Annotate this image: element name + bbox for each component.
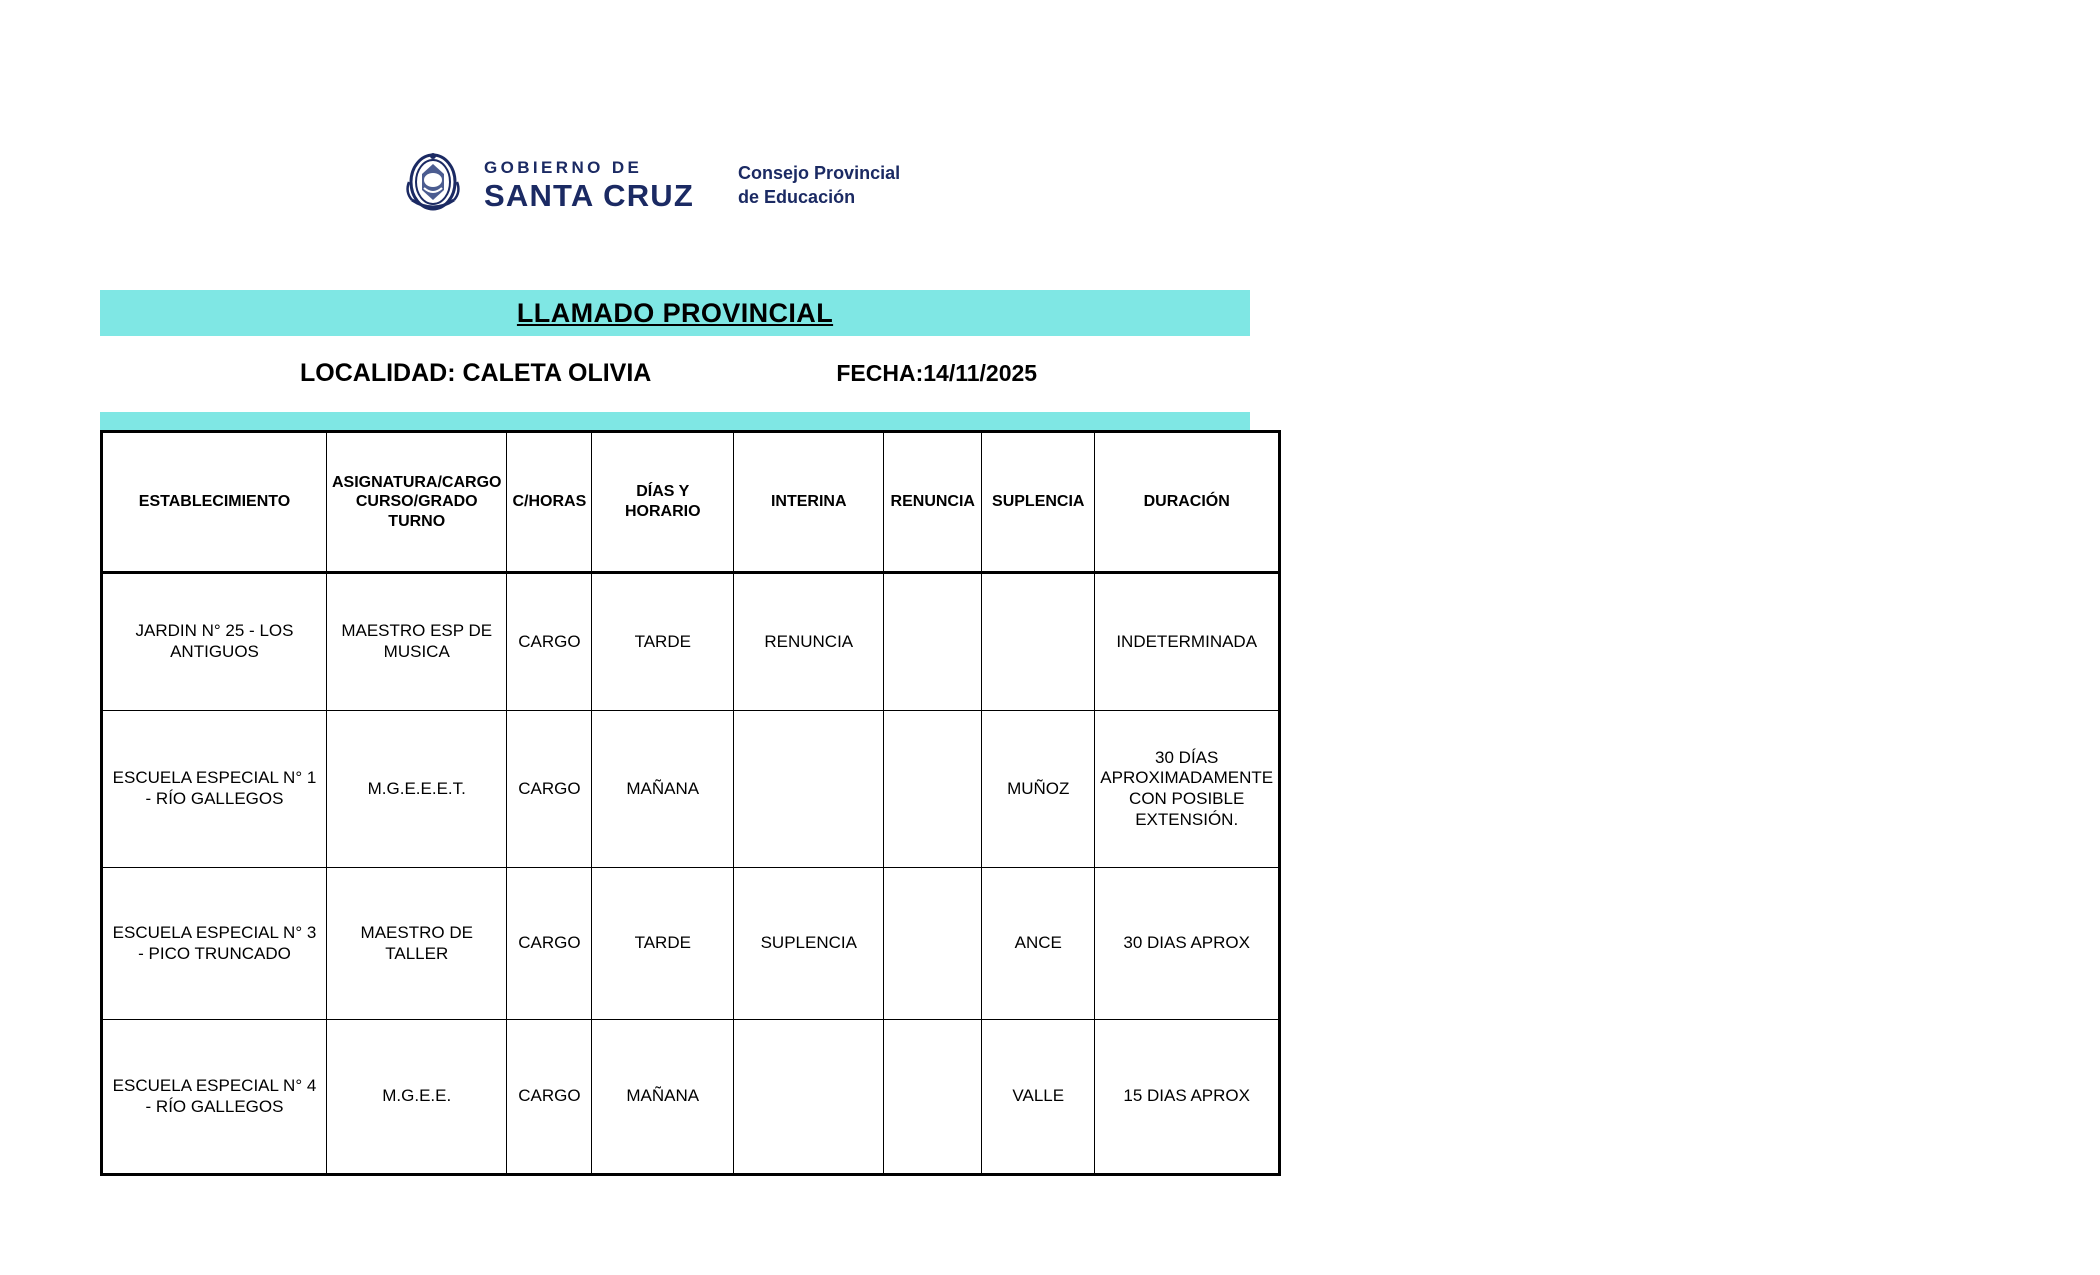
cell-dias-horario: MAÑANA	[592, 711, 734, 868]
cell-horas: CARGO	[507, 711, 592, 868]
cell-asignatura: MAESTRO ESP DE MUSICA	[327, 573, 507, 711]
cell-horas: CARGO	[507, 1020, 592, 1175]
cell-establecimiento: ESCUELA ESPECIAL N° 1 - RÍO GALLEGOS	[102, 711, 327, 868]
santa-cruz-crest-icon	[400, 148, 466, 222]
government-wordmark	[484, 159, 694, 211]
column-header-interina: INTERINA	[734, 432, 884, 573]
cell-suplencia: MUÑOZ	[982, 711, 1095, 868]
cell-dias-horario: TARDE	[592, 573, 734, 711]
page-title: LLAMADO PROVINCIAL	[516, 297, 834, 328]
council-wordmark	[738, 161, 900, 210]
cell-establecimiento: ESCUELA ESPECIAL N° 3 - PICO TRUNCADO	[102, 868, 327, 1020]
cell-renuncia	[884, 1020, 982, 1175]
subheader-row	[100, 352, 1250, 394]
column-header-renuncia: RENUNCIA	[884, 432, 982, 573]
cell-renuncia	[884, 868, 982, 1020]
cell-asignatura: M.G.E.E.	[327, 1020, 507, 1175]
cell-interina: SUPLENCIA	[734, 868, 884, 1020]
cell-duracion: 30 DÍAS APROXIMADAMENTE CON POSIBLE EXTENSIÓN.	[1095, 711, 1280, 868]
table-row	[102, 868, 1280, 1020]
column-header-dias-horario: DÍAS Y HORARIO	[592, 432, 734, 573]
cell-duracion: INDETERMINADA	[1095, 573, 1280, 711]
cell-suplencia: ANCE	[982, 868, 1095, 1020]
gov-line-2: SANTA CRUZ	[484, 178, 695, 213]
vacancies-table	[100, 430, 1281, 1176]
institutional-header	[400, 148, 900, 222]
document-title-bar	[100, 290, 1250, 336]
column-header-asignatura: ASIGNATURA/CARGO CURSO/GRADO TURNO	[327, 432, 507, 573]
table-row	[102, 711, 1280, 868]
cell-renuncia	[884, 711, 982, 868]
gov-line-1: GOBIERNO DE	[484, 158, 643, 177]
cell-interina	[734, 711, 884, 868]
accent-strip	[100, 412, 1250, 430]
cell-establecimiento: ESCUELA ESPECIAL N° 4 - RÍO GALLEGOS	[102, 1020, 327, 1175]
cell-suplencia	[982, 573, 1095, 711]
column-header-establecimiento: ESTABLECIMIENTO	[102, 432, 327, 573]
cell-renuncia	[884, 573, 982, 711]
column-header-suplencia: SUPLENCIA	[982, 432, 1095, 573]
date-label: FECHA:14/11/2025	[836, 359, 1038, 386]
cell-horas: CARGO	[507, 573, 592, 711]
cell-horas: CARGO	[507, 868, 592, 1020]
cell-interina	[734, 1020, 884, 1175]
cell-dias-horario: TARDE	[592, 868, 734, 1020]
column-header-horas: C/HORAS	[507, 432, 592, 573]
cell-duracion: 30 DIAS APROX	[1095, 868, 1280, 1020]
table-row	[102, 1020, 1280, 1175]
column-header-duracion: DURACIÓN	[1095, 432, 1280, 573]
cell-asignatura: M.G.E.E.E.T.	[327, 711, 507, 868]
table-header-row	[102, 432, 1280, 573]
cell-establecimiento: JARDIN N° 25 - LOS ANTIGUOS	[102, 573, 327, 711]
council-line-2: de Educación	[738, 187, 856, 207]
table-row	[102, 573, 1280, 711]
cell-duracion: 15 DIAS APROX	[1095, 1020, 1280, 1175]
locality-label: LOCALIDAD: CALETA OLIVIA	[300, 358, 652, 387]
cell-interina: RENUNCIA	[734, 573, 884, 711]
cell-suplencia: VALLE	[982, 1020, 1095, 1175]
cell-asignatura: MAESTRO DE TALLER	[327, 868, 507, 1020]
cell-dias-horario: MAÑANA	[592, 1020, 734, 1175]
council-line-1: Consejo Provincial	[738, 162, 901, 183]
